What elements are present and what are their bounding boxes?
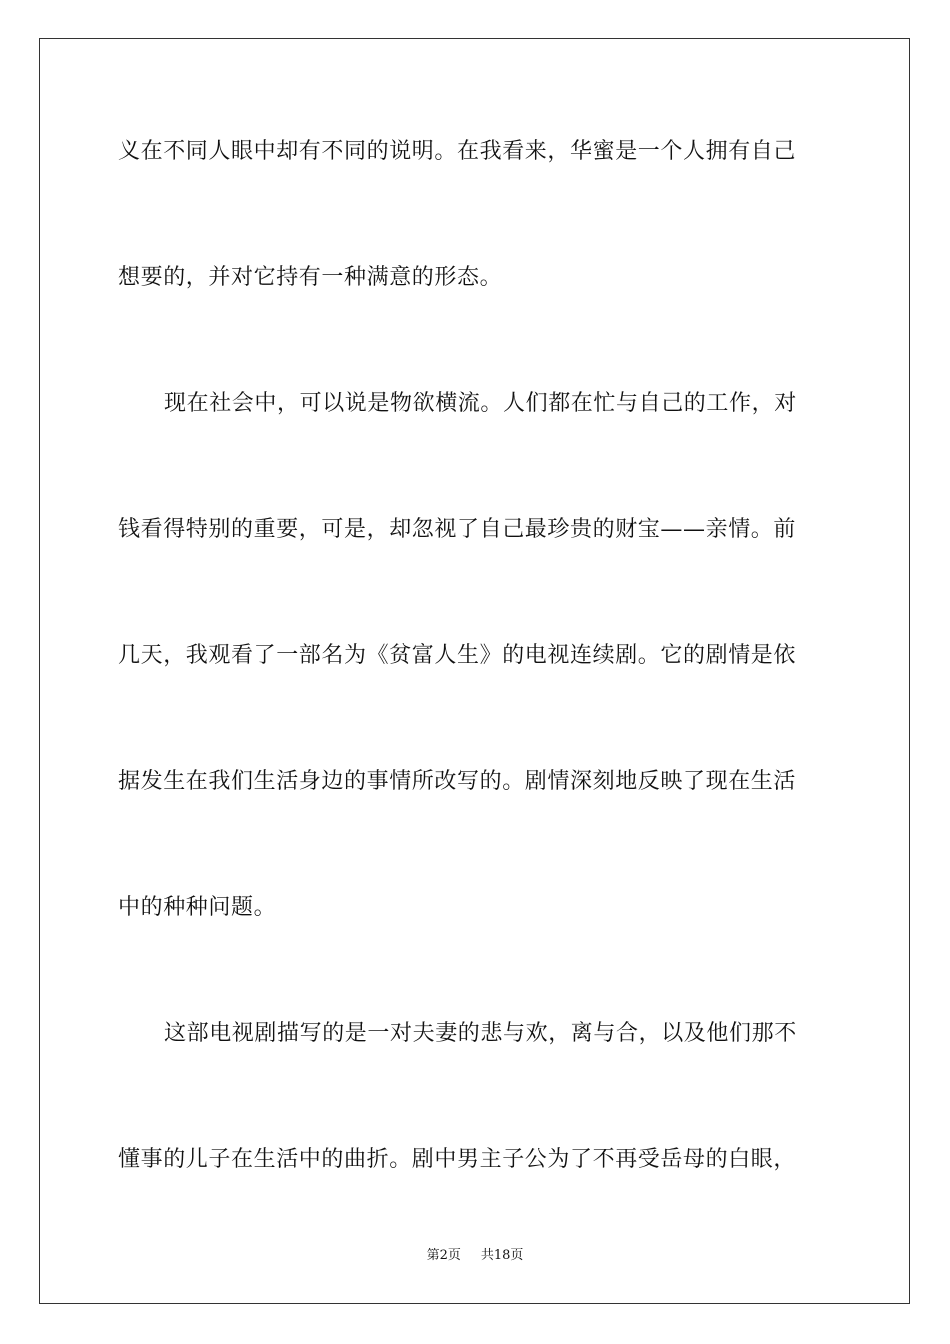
text-line-paragraph-start: 现在社会中，可以说是物欲横流。人们都在忙与自己的工作，对	[164, 391, 797, 416]
page-border	[39, 38, 910, 1304]
text-line: 懂事的儿子在生活中的曲折。剧中男主子公为了不再受岳母的白眼，	[118, 1147, 797, 1172]
text-line: 钱看得特别的重要，可是，却忽视了自己最珍贵的财宝——亲情。前	[118, 517, 797, 542]
page-total: 共18页	[480, 1248, 524, 1263]
text-line: 据发生在我们生活身边的事情所改写的。剧情深刻地反映了现在生活	[118, 769, 797, 794]
text-line: 中的种种问题。	[118, 895, 277, 920]
page-footer	[0, 1247, 950, 1265]
text-line: 几天，我观看了一部名为《贫富人生》的电视连续剧。它的剧情是依	[118, 643, 797, 668]
text-line: 想要的，并对它持有一种满意的形态。	[118, 265, 503, 290]
text-line-paragraph-start: 这部电视剧描写的是一对夫妻的悲与欢，离与合，以及他们那不	[164, 1021, 797, 1046]
text-line: 义在不同人眼中却有不同的说明。在我看来，华蜜是一个人拥有自己	[118, 139, 797, 164]
page-number: 第2页	[426, 1248, 461, 1263]
